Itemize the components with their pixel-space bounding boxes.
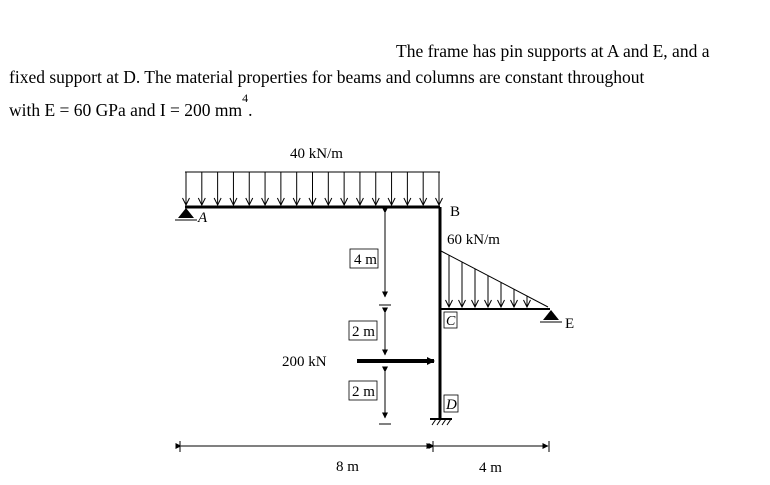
problem-line-1: The frame has pin supports at A and E, and a (396, 41, 710, 61)
dim-label-8m: 8 m (336, 459, 359, 475)
pin-support-a (175, 208, 197, 220)
triangular-load-60 (441, 251, 548, 307)
problem-line-3-exponent: 4 (242, 91, 249, 105)
dim-label-4m-vertical: 4 m (354, 252, 377, 268)
uniform-load-40 (183, 172, 443, 205)
node-label-b: B (450, 204, 461, 220)
pin-support-e (540, 310, 562, 322)
problem-line-2: fixed support at D. The material properties for beams and columns are constant throughout (9, 67, 645, 87)
point-load-label: 200 kN (282, 354, 327, 370)
node-label-a: A (198, 210, 208, 226)
dim-label-4m-horizontal: 4 m (479, 460, 502, 476)
problem-line-3-suffix: . (248, 100, 253, 120)
vertical-dimension-line (379, 213, 391, 424)
horizontal-dimension-line (180, 441, 549, 452)
triangular-load-arrows (446, 255, 531, 307)
fixed-support-d (430, 419, 452, 425)
problem-line-3-text: with E = 60 GPa and I = 200 mm (9, 100, 243, 120)
uniform-load-arrows (183, 172, 443, 205)
node-label-d: D (446, 397, 457, 413)
load-label-60: 60 kN/m (447, 232, 500, 248)
dim-label-2m-lower: 2 m (352, 384, 375, 400)
node-label-e: E (565, 316, 575, 332)
dim-label-2m-upper: 2 m (352, 324, 375, 340)
load-label-40: 40 kN/m (290, 146, 343, 162)
node-label-c: C (446, 314, 456, 329)
